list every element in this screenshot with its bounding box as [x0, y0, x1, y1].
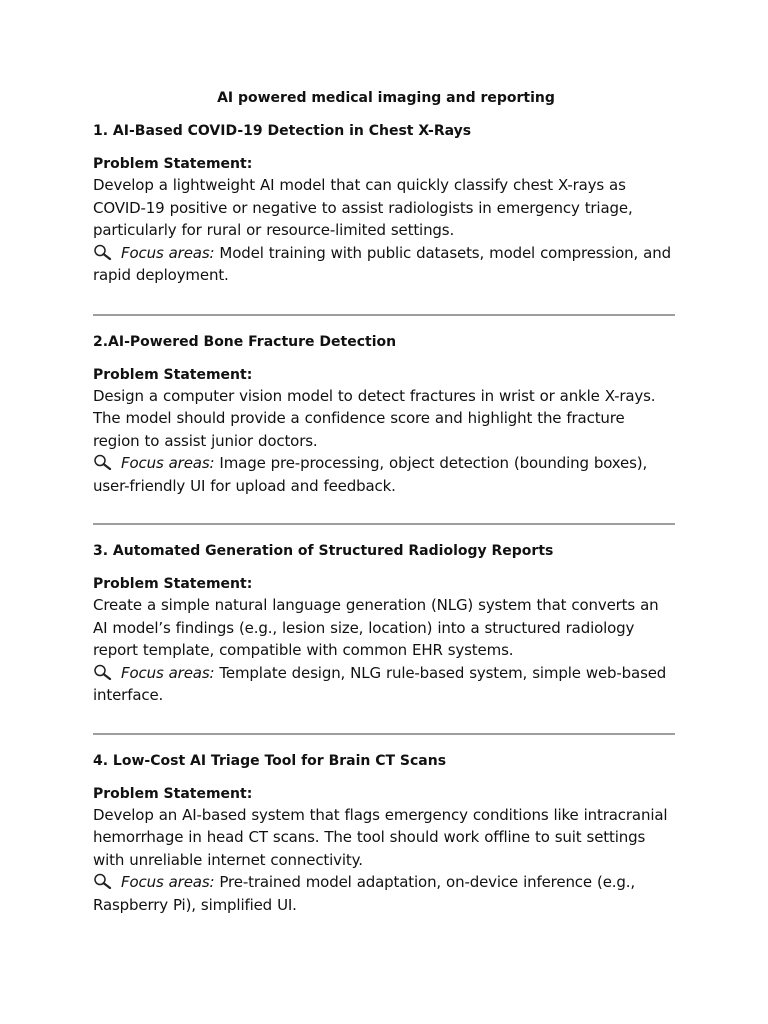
focus-areas-label: Focus areas:	[121, 243, 215, 262]
magnifying-glass-icon	[93, 664, 115, 680]
focus-areas-label: Focus areas:	[121, 454, 215, 472]
focus-areas-text: Image pre-processing, object detection (bounding boxes), user-friendly UI for upload and feedback.	[93, 454, 648, 495]
problem-statement-label: Problem Statement:	[93, 156, 253, 172]
focus-areas-label: Focus areas:	[121, 873, 215, 891]
section-radiology-reports	[93, 541, 675, 707]
problem-statement-label: Problem Statement:	[93, 366, 253, 383]
section-heading: 2.AI-Powered Bone Fracture Detection	[93, 333, 397, 350]
section-brain-ct-triage	[93, 751, 675, 917]
focus-areas-text: Template design, NLG rule-based system, simple web-based interface.	[93, 663, 667, 704]
problem-statement-text: Design a computer vision model to detect fractures in wrist or ankle X-rays. The model should provide a confidence score and highlight the fracture region to assist junior doctors.	[93, 386, 656, 450]
problem-statement-label: Problem Statement:	[93, 785, 253, 802]
section-heading: 3. Automated Generation of Structured Radiology Reports	[93, 543, 554, 559]
focus-areas	[93, 871, 675, 916]
section-fracture-detection	[93, 332, 675, 498]
section-divider	[93, 523, 675, 525]
problem-statement-label: Problem Statement:	[93, 576, 253, 592]
focus-areas	[93, 662, 675, 707]
focus-areas-label: Focus areas:	[121, 663, 215, 682]
section-covid-detection	[93, 121, 675, 287]
focus-areas-text: Model training with public datasets, model compression, and rapid deployment.	[93, 243, 671, 284]
section-heading: 1. AI-Based COVID-19 Detection in Chest X-Rays	[93, 123, 472, 139]
problem-statement-text: Create a simple natural language generation (NLG) system that converts an AI model’s findings (e.g., lesion size, location) into a structured radiology report template, compatible with common EHR systems.	[93, 596, 659, 659]
focus-areas-text: Pre-trained model adaptation, on-device inference (e.g., Raspberry Pi), simplified UI.	[93, 873, 635, 914]
focus-areas	[93, 242, 675, 287]
document-title: AI powered medical imaging and reporting	[217, 90, 555, 106]
section-divider	[93, 314, 675, 316]
document-page	[93, 88, 675, 916]
section-divider	[93, 733, 675, 735]
section-heading: 4. Low-Cost AI Triage Tool for Brain CT Scans	[93, 752, 447, 769]
problem-statement-text: Develop a lightweight AI model that can quickly classify chest X-rays as COVID-19 positive or negative to assist radiologists in emergency triage, particularly for rural or resource-limited settings.	[93, 176, 633, 239]
focus-areas	[93, 452, 675, 497]
magnifying-glass-icon	[93, 454, 115, 470]
magnifying-glass-icon	[93, 873, 115, 889]
problem-statement-text: Develop an AI-based system that flags emergency conditions like intracranial hemorrhage in head CT scans. The tool should work offline to suit settings with unreliable internet connectivity.	[93, 805, 668, 869]
magnifying-glass-icon	[93, 244, 115, 260]
